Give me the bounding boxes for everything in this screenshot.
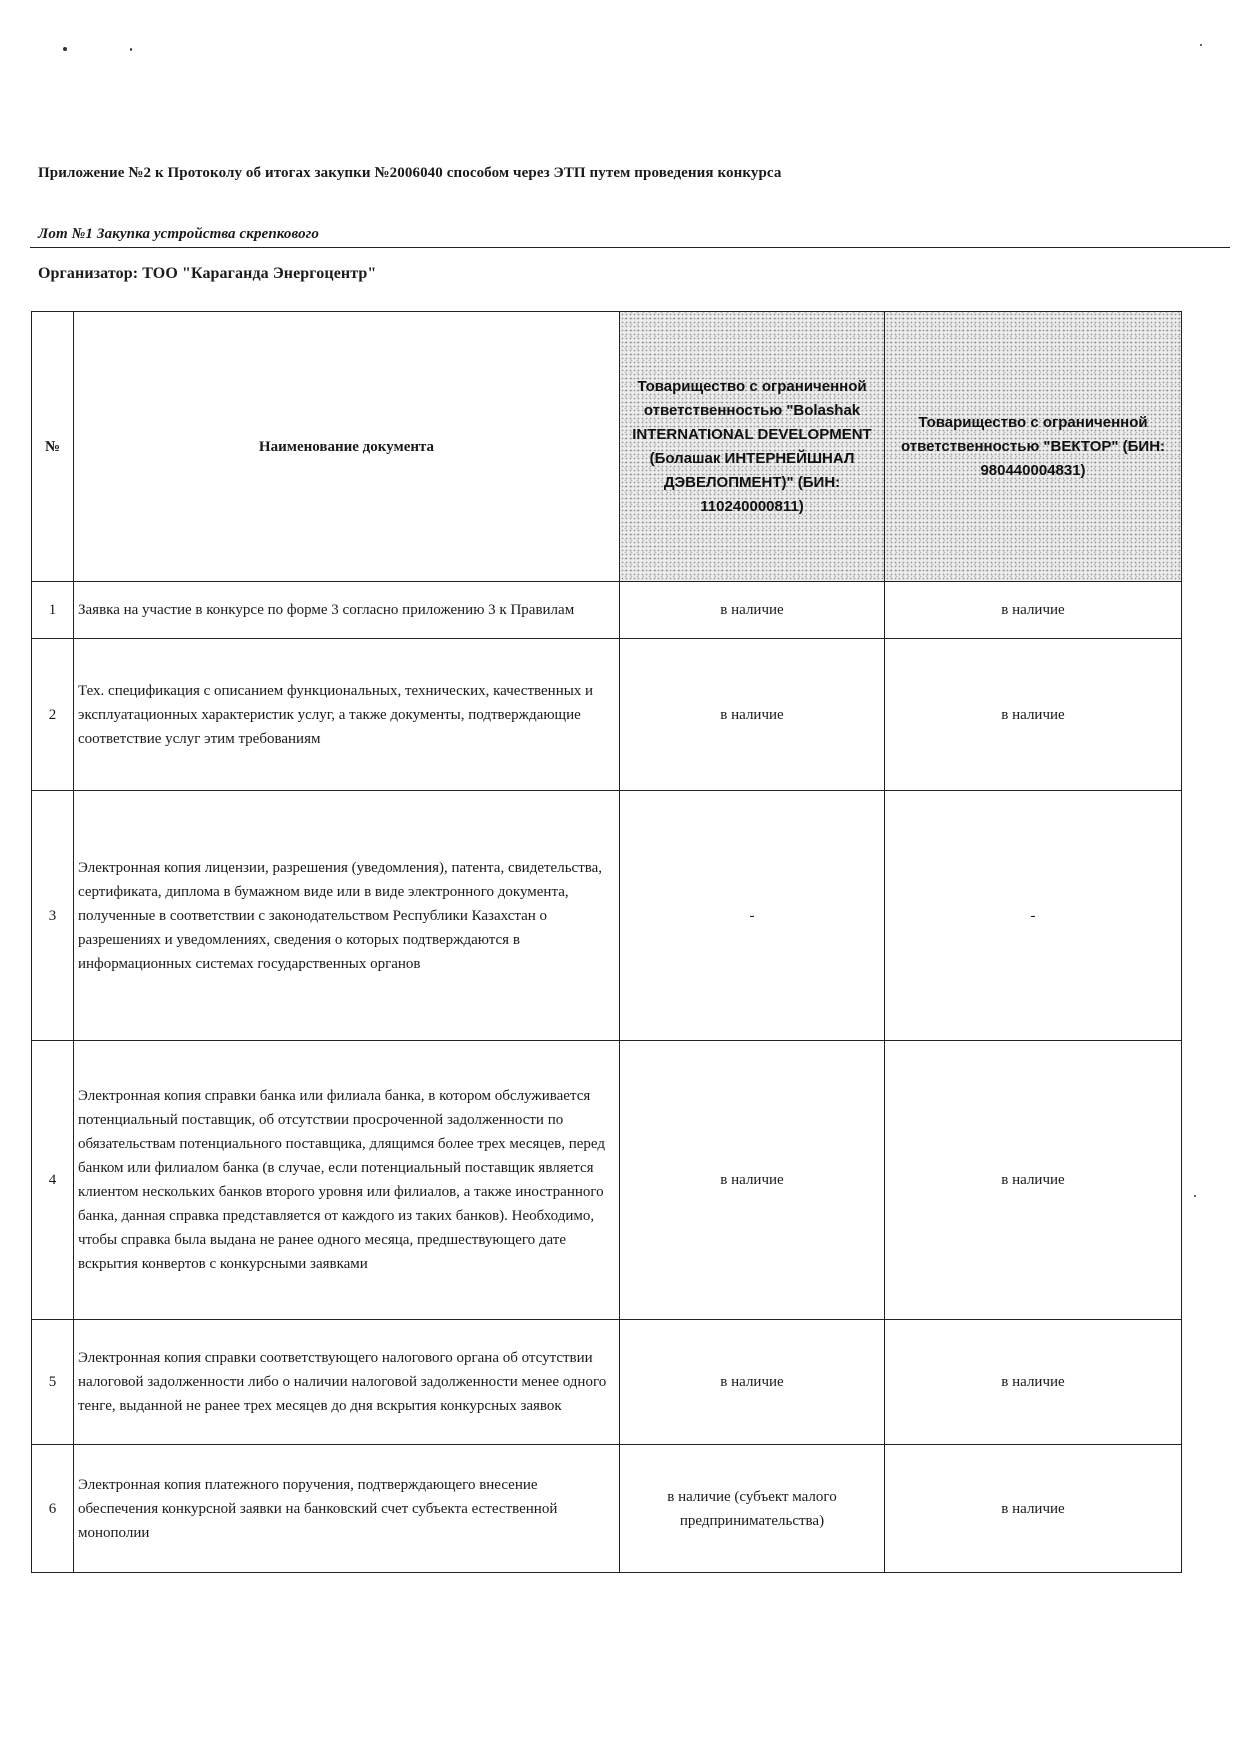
row-document-name: Тех. спецификация с описанием функциональных, технических, качественных и эксплуатационных характеристик услуг, а также документы, подтверждающие соответствие услуг этим требованиям — [74, 639, 620, 791]
header-supplier-vektor: Товарищество с ограниченной ответственностью "ВЕКТОР" (БИН: 980440004831) — [885, 312, 1182, 582]
row-supplier-1-status: - — [620, 791, 885, 1041]
row-supplier-1-status: в наличие — [620, 582, 885, 639]
table-row — [32, 639, 1182, 791]
table-row — [32, 791, 1182, 1041]
row-document-name: Электронная копия лицензии, разрешения (уведомления), патента, свидетельства, сертификата, диплома в бумажном виде или в виде электронного документа, полученные в соответствии с законодательством Республики Казахстан о разрешениях и уведомлениях, сведения о которых подтверждаются в информационных системах государственных органов — [74, 791, 620, 1041]
row-supplier-1-status: в наличие — [620, 1041, 885, 1320]
row-supplier-2-status: в наличие — [885, 1445, 1182, 1573]
organizer-line: Организатор: ТОО "Караганда Энергоцентр" — [38, 265, 377, 282]
row-supplier-2-status: в наличие — [885, 639, 1182, 791]
row-number: 1 — [32, 582, 74, 639]
table-row — [32, 1320, 1182, 1445]
row-supplier-1-status: в наличие — [620, 1320, 885, 1445]
row-document-name: Электронная копия платежного поручения, подтверждающего внесение обеспечения конкурсной заявки на банковский счет субъекта естественной монополии — [74, 1445, 620, 1573]
table-row — [32, 582, 1182, 639]
table-header-row — [32, 312, 1182, 582]
header-supplier-bolashak: Товарищество с ограниченной ответственностью "Bolashak INTERNATIONAL DEVELOPMENT (Болашак ИНТЕРНЕЙШНАЛ ДЭВЕЛОПМЕНТ)" (БИН: 110240000811) — [620, 312, 885, 582]
row-number: 2 — [32, 639, 74, 791]
scan-speck — [1200, 44, 1202, 46]
row-document-name: Электронная копия справки банка или филиала банка, в котором обслуживается потенциальный поставщик, об отсутствии просроченной задолженности по обязательствам потенциального поставщика, длящимся более трех месяцев, перед банком или филиалом банка (в случае, если потенциальный поставщик является клиентом нескольких банков второго уровня или филиалов, а также иностранного банка, данная справка представляется от каждого из таких банков). Необходимо, чтобы справка была выдана не ранее одного месяца, предшествующего дате вскрытия конвертов с конкурсными заявками — [74, 1041, 620, 1320]
row-document-name: Электронная копия справки соответствующего налогового органа об отсутствии налоговой задолженности либо о наличии налоговой задолженности менее одного тенге, выданной не ранее трех месяцев до дня вскрытия конкурсных заявок — [74, 1320, 620, 1445]
row-number: 3 — [32, 791, 74, 1041]
row-supplier-1-status: в наличие — [620, 639, 885, 791]
lot-title: Лот №1 Закупка устройства скрепкового — [38, 226, 319, 242]
table-row — [32, 1041, 1182, 1320]
appendix-title: Приложение №2 к Протоколу об итогах закупки №2006040 способом через ЭТП путем проведения конкурса — [38, 165, 782, 181]
documents-table — [31, 311, 1182, 1573]
scan-speck — [130, 48, 132, 51]
row-supplier-1-status: в наличие (субъект малого предпринимательства) — [620, 1445, 885, 1573]
table-row — [32, 1445, 1182, 1573]
row-document-name: Заявка на участие в конкурсе по форме 3 согласно приложению 3 к Правилам — [74, 582, 620, 639]
scan-speck — [1194, 1195, 1196, 1197]
row-supplier-2-status: в наличие — [885, 1320, 1182, 1445]
row-number: 6 — [32, 1445, 74, 1573]
divider-line — [30, 247, 1230, 248]
row-supplier-2-status: в наличие — [885, 582, 1182, 639]
row-supplier-2-status: в наличие — [885, 1041, 1182, 1320]
header-document-name: Наименование документа — [74, 312, 620, 582]
row-supplier-2-status: - — [885, 791, 1182, 1041]
row-number: 5 — [32, 1320, 74, 1445]
row-number: 4 — [32, 1041, 74, 1320]
scan-speck — [63, 47, 67, 51]
header-number: № — [32, 312, 74, 582]
